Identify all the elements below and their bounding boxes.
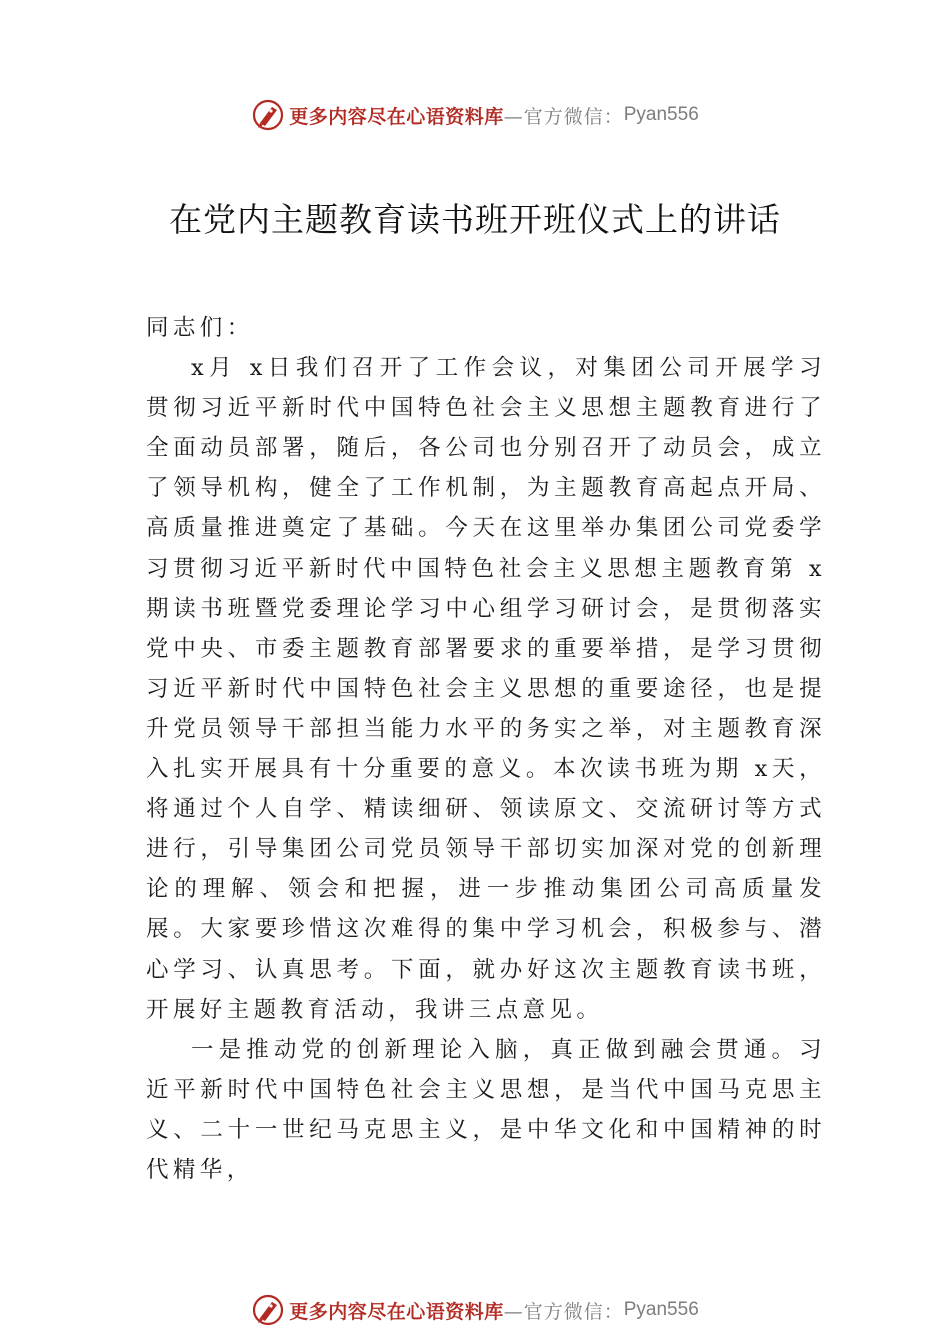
watermark-wechat-id: Pyan556 — [623, 1299, 699, 1320]
paragraph: x月 x日我们召开了工作会议，对集团公司开展学习贯彻习近平新时代中国特色社会主义思想主题教育进行了全面动员部署，随后，各公司也分别召开了动员会，成立了领导机构，健全了工作机制，为主题教育高起点开局、高质量推进奠定了基础。今天在这里举办集团公司党委学习贯彻习近平新时代中国特色社会主义思想主题教育第 x期读书班暨党委理论学习中心组学习研讨会，是贯彻落实党中央、市委主题教育部署要求的重要举措，是学习贯彻习近平新时代中国特色社会主义思想的重要途径，也是提升党员领导干部担当能力水平的务实之举，对主题教育深入扎实开展具有十分重要的意义。本次读书班为期 x天，将通过个人自学、精读细研、领读原文、交流研讨等方式进行，引导集团公司党员领导干部切实加深对党的创新理论的理解、领会和把握，进一步推动集团公司高质量发展。大家要珍惜这次难得的集中学习机会，积极参与、潜心学习、认真思考。下面，就办好这次主题教育读书班，开展好主题教育活动，我讲三点意见。 — [146, 355, 826, 1023]
document-body — [146, 308, 826, 1190]
pen-nib-logo-icon — [251, 98, 285, 132]
watermark-gray-text: —官方微信： — [503, 105, 624, 128]
paragraph: 一是推动党的创新理论入脑，真正做到融会贯通。习近平新时代中国特色社会主义思想，是当代中国马克思主义、二十一世纪马克思主义，是中华文化和中国精神的时代精华， — [146, 1036, 826, 1183]
watermark-red-text: 更多内容尽在心语资料库 — [289, 105, 504, 128]
watermark-red-text: 更多内容尽在心语资料库 — [289, 1300, 504, 1323]
pen-nib-logo-icon — [251, 1293, 285, 1327]
footer-watermark — [0, 1288, 950, 1332]
header-watermark — [0, 93, 950, 137]
watermark-gray-text: —官方微信： — [503, 1300, 624, 1323]
watermark-wechat-id: Pyan556 — [623, 104, 699, 125]
salutation: 同志们： — [146, 315, 254, 341]
document-title: 在党内主题教育读书班开班仪式上的讲话 — [169, 200, 781, 239]
